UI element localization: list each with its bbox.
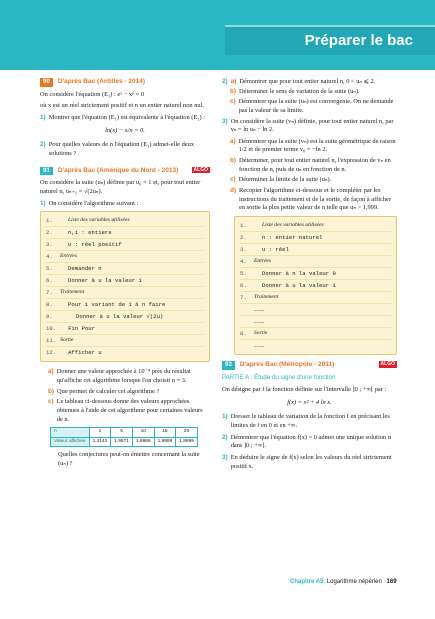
algo-line-number: 4. [46,253,53,261]
algorithm-box-2 [234,216,397,355]
ex91-q1b: b) Que permet de calculer cet algorithme ? [48,387,160,395]
ex92-q3: 3) En déduire le signe de f(x) selon les valeurs du réel strictement positif x. [222,453,392,470]
right-column [222,78,397,474]
algo-line-number: 1. [46,217,53,225]
algo-line [46,323,204,335]
algo-line [240,244,391,256]
algo-line-text: Traitement [60,289,85,296]
exercise-90-header [40,78,210,87]
algo-line [240,256,391,268]
algo-line-text: Pour i variant de 1 à n faire [68,301,166,309]
ex91-q2: 2) a) Démontrer que pour tout entier naturel n, 0 < uₙ ⩽ 2. [222,78,376,85]
exercise-number: 92 [222,361,235,369]
ex92-q1: 1) Dresser le tableau de variation de la fonction f en précisant les limites de f en 0 et en +∞. [222,413,390,430]
algo-line-number: 8. [46,301,53,309]
algo-line-text: Traitement [254,293,279,300]
ex91-q1: 1) On considère l'algorithme suivant : [40,199,139,207]
ex91-q3c: c) Déterminer la limite de la suite (uₙ). [230,176,332,184]
algo-line-number: 5. [46,265,53,273]
algo-line-text: Fin Pour [68,325,95,333]
algo-line [46,215,204,227]
algo-line [46,347,204,358]
algo-line-text: Liste des variables utilisées [68,217,130,224]
exercise-title: D'après Bac (Antilles - 2014) [57,78,146,85]
ex91-q3: 3) On considère la suite (vₙ) définie, pour tout entier naturel n, par vₙ = ln uₙ − ln 2. [222,117,394,134]
algo-line [240,292,391,304]
ex91-q2c: c) Démontrer que la suite (uₙ) est convergente. On ne demande pas la valeur de sa limite. [230,98,394,114]
algo-line-number: 7. [46,289,53,297]
algo-line [240,232,391,244]
algo-line-text: Entrées [60,253,78,260]
algo-line-text: n : entier naturel [262,233,323,241]
table-row: Valeur affichée 1,4142 1,9571 1,9986 1,9999 1,9999 [51,437,198,446]
algo-line [46,275,204,287]
algo-line [240,328,391,340]
algo-line-text: n,i : entiers [68,229,112,237]
algo-line [240,340,391,351]
algo-line-number: 12. [46,349,57,357]
exercise-title: D'après Bac (Métropole - 2011) [239,360,335,368]
algo-line-number: 4. [240,257,247,265]
page-footer [290,578,397,586]
left-column [40,78,210,471]
algo-line-number: 5. [240,269,247,277]
ex91-q1c: c) Le tableau ci-dessous donne des valeurs approchées obtenues à l'aide de cet algorithme pour certaines valeurs de n. [48,398,203,423]
ex90-intro2: où x est un réel strictement positif et n un entier naturel non nul. [40,102,204,110]
algo-line-text: u : réel [262,245,289,253]
ex91-q3b: b) Déterminer, pour tout entier naturel n, l'expression de vₙ en fonction de n, puis de uₙ en fonction de n. [230,157,391,173]
algo-line-text: Donner à n la valeur 0 [262,269,336,277]
algo-line-text: Liste des variables utilisées [262,221,324,228]
algo-line-number: 2. [46,229,53,237]
exercise-91-header [40,167,210,176]
algo-line-text: Demander n [68,265,102,273]
ex92-q2: 2) Démontrer que l'équation f(x) = 0 admet une unique solution α dans ]0 ; +∞[. [222,433,392,450]
footer-subject: Logarithme népérien [326,579,382,585]
algo-line-number [240,316,250,327]
algo-line-number [240,340,250,351]
algorithm-box [40,211,210,362]
algo-line [240,316,391,328]
algo-line [46,311,204,323]
algo-line-text: ……… [254,305,265,313]
partie-a-heading: PARTIE A : Étude du signe d'une fonction [222,373,336,381]
algo-line-number: 9. [46,313,53,321]
algo-line-number [240,304,250,315]
values-table [50,427,198,447]
ex90-intro1: On considère l'équation (E₁) : eˣ − xⁿ = 0 [40,90,145,98]
page-number: 169 [386,579,397,585]
algo-line [46,227,204,239]
ex91-q1a: a) Donner une valeur approchée à 10⁻⁴ près du résultat qu'affiche cet algorithme lorsque l'on choisit n = 3. [48,368,191,384]
ex91-q3a: a) Démontrer que la suite (vₙ) est la suite géométrique de raison 1/2 et de premier terme v₀ = −ln 2. [230,137,396,154]
algo-line-number: 3. [240,245,247,253]
ex92-equation: f(x) = x² + 4 ln x. [287,398,332,406]
ex90-equation: ln(x) − x/n = 0. [105,126,145,134]
algo-line [240,220,391,232]
algo-line [46,251,204,263]
algo-line [240,304,391,316]
page-title: Préparer le bac [304,32,413,49]
algo-line-text: ……… [254,317,265,325]
algo-line [46,263,204,275]
algo-line [46,239,204,251]
algo-line-number: 11. [46,337,57,345]
algo-tag: ALGO [380,360,395,367]
table-row: n 1 5 10 15 20 [51,428,198,437]
algo-line-number: 6. [46,277,53,285]
algo-line-text: u : réel positif [68,241,122,249]
algo-line-text: ……… [254,341,265,349]
algo-line-number: 1. [240,221,247,229]
algo-line [46,287,204,299]
ex91-q2b: b) Déterminer le sens de variation de la suite (uₙ). [230,87,360,95]
algo-line-text: Donner à u la valeur √(2u) [76,313,164,321]
exercise-title: D'après Bac (Amérique du Nord - 2013) [57,166,179,174]
algo-line [240,268,391,280]
ex91-q3d: d) Recopier l'algorithme ci-dessous et le compléter par les instructions du traitement et de la sortie, de façon à afficher en sortie la plus petite valeur de n telle que uₙ > 1,999. [230,187,392,212]
exercise-number: 91 [40,167,53,175]
ex90-q2: 2) Pour quelles valeurs de n l'équation (E₁) admet-elle deux solutions ? [40,141,195,157]
algo-line-text: Sortie [60,337,74,344]
ex90-q1: 1) Montrer que l'équation (E₁) est équivalente à l'équation (E₂) : [40,114,206,122]
algo-line-text: Afficher u [68,349,102,357]
algo-line-text: Donner à u la valeur 1 [68,277,142,285]
ex91-intro: On considère la suite (uₙ) définie par u₀ = 1 et, pour tout entier naturel n, uₙ₊₁ = √(2uₙ). [40,179,201,196]
algo-line-number: 3. [46,241,53,249]
algo-line-number: 2. [240,233,247,241]
algo-line-number: 6. [240,281,247,289]
algo-line-text: Donner à u la valeur 1 [262,281,336,289]
algo-line [46,335,204,347]
header-stripe [225,25,435,27]
exercise-number: 90 [40,78,53,86]
exercise-92-header [222,361,397,370]
algo-line-text: Entrées [254,257,272,264]
algo-line-number: 7. [240,293,247,301]
algo-line-number: 10. [46,325,57,333]
algo-line-text: Sortie [254,329,268,336]
ex91-c-conjecture: Quelles conjectures peut-on émettre concernant la suite (uₙ) ? [58,451,200,467]
footer-chapter: Chapitre A5. [290,579,326,585]
ex92-intro: On désigne par f la fonction définie sur l'intervalle ]0 ; +∞[ par : [222,386,387,394]
algo-line [46,299,204,311]
algo-line-number: 8. [240,329,247,337]
algo-tag: ALGO [193,166,208,173]
algo-line [240,280,391,292]
